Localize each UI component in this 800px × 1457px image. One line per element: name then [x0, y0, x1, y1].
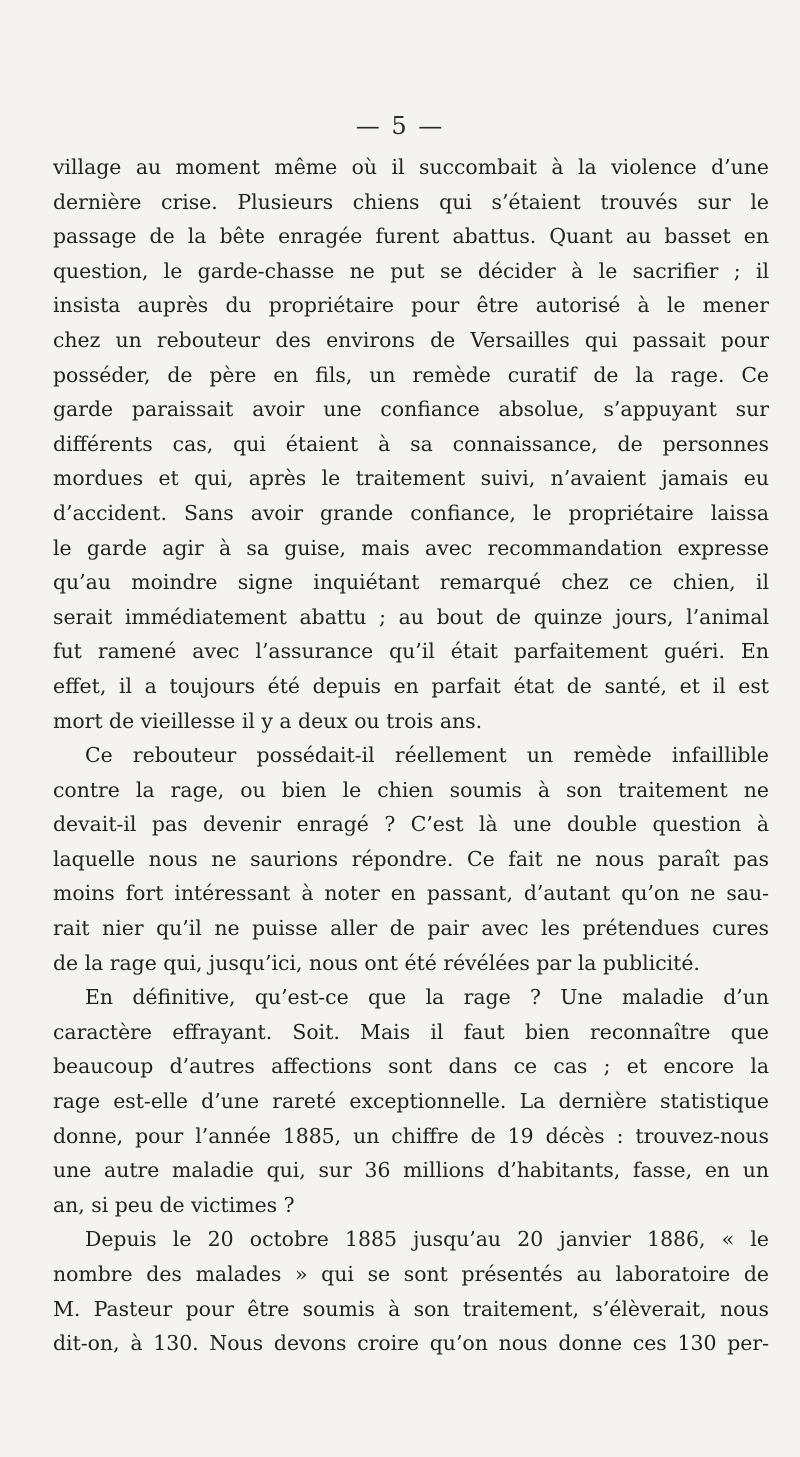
text-line: le garde agir à sa guise, mais avec recommandation expresse — [53, 535, 769, 560]
text-line: village au moment même où il succombait à la violence d’une — [53, 155, 769, 179]
text-line: différents cas, qui étaient à sa connaissance, de personnes — [53, 431, 769, 456]
text-line: Ce rebouteur possédait-il réellement un remède infaillible — [85, 743, 769, 768]
text-line: mort de vieillesse il y a deux ou trois ans. — [53, 708, 483, 733]
text-line: serait immédiatement abattu ; au bout de quinze jours, l’animal — [53, 604, 769, 629]
text-line: devait-il pas devenir enragé ? C’est là une double question à — [53, 812, 769, 837]
text-line: garde paraissait avoir une confiance absolue, s’appuyant sur — [53, 397, 769, 422]
text-line: chez un rebouteur des environs de Versailles qui passait pour — [53, 327, 769, 352]
text-line: En définitive, qu’est-ce que la rage ? Une maladie d’un — [85, 985, 769, 1010]
text-line: rage est-elle d’une rareté exceptionnelle. La dernière statistique — [53, 1089, 769, 1114]
text-line: beaucoup d’autres affections sont dans ce cas ; et encore la — [53, 1054, 769, 1079]
text-line: rait nier qu’il ne puisse aller de pair avec les prétendues cures — [53, 916, 769, 941]
text-line: passage de la bête enragée furent abattus. Quant au basset en — [53, 224, 769, 249]
text-line: une autre maladie qui, sur 36 millions d’habitants, fasse, en un — [53, 1158, 769, 1183]
text-line: laquelle nous ne saurions répondre. Ce fait ne nous paraît pas — [53, 846, 769, 871]
text-line: de la rage qui, jusqu’ici, nous ont été révélées par la publicité. — [53, 950, 700, 975]
text-line: fut ramené avec l’assurance qu’il était parfaitement guéri. En — [53, 639, 769, 664]
text-line: mordues et qui, après le traitement suivi, n’avaient jamais eu — [53, 466, 769, 491]
text-line: nombre des malades » qui se sont présentés au laboratoire de — [53, 1262, 769, 1286]
text-line: an, si peu de victimes ? — [53, 1192, 295, 1217]
text-line: contre la rage, ou bien le chien soumis à son traitement ne — [53, 777, 769, 802]
text-line: Depuis le 20 octobre 1885 jusqu’au 20 janvier 1886, « le — [85, 1227, 769, 1252]
body-text — [53, 150, 769, 1361]
text-line: effet, il a toujours été depuis en parfait état de santé, et il est — [53, 673, 769, 698]
text-line: d’accident. Sans avoir grande confiance, le propriétaire laissa — [53, 500, 769, 525]
page-number: — 5 — — [355, 112, 445, 140]
text-line: M. Pasteur pour être soumis à son traitement, s’élèverait, nous — [53, 1296, 769, 1321]
text-line: dit-on, à 130. Nous devons croire qu’on nous donne ces 130 per- — [53, 1331, 769, 1356]
text-line: qu’au moindre signe inquiétant remarqué chez ce chien, il — [53, 570, 769, 595]
text-line: dernière crise. Plusieurs chiens qui s’étaient trouvés sur le — [53, 189, 769, 214]
text-line: moins fort intéressant à noter en passant, d’autant qu’on ne sau- — [53, 881, 769, 906]
text-line: caractère effrayant. Soit. Mais il faut bien reconnaître que — [53, 1019, 769, 1044]
text-line: posséder, de père en fils, un remède curatif de la rage. Ce — [53, 362, 769, 387]
text-line: question, le garde-chasse ne put se décider à le sacrifier ; il — [53, 258, 769, 283]
text-line: donne, pour l’année 1885, un chiffre de 19 décès : trouvez-nous — [53, 1123, 769, 1148]
text-line: insista auprès du propriétaire pour être autorisé à le mener — [53, 293, 769, 318]
